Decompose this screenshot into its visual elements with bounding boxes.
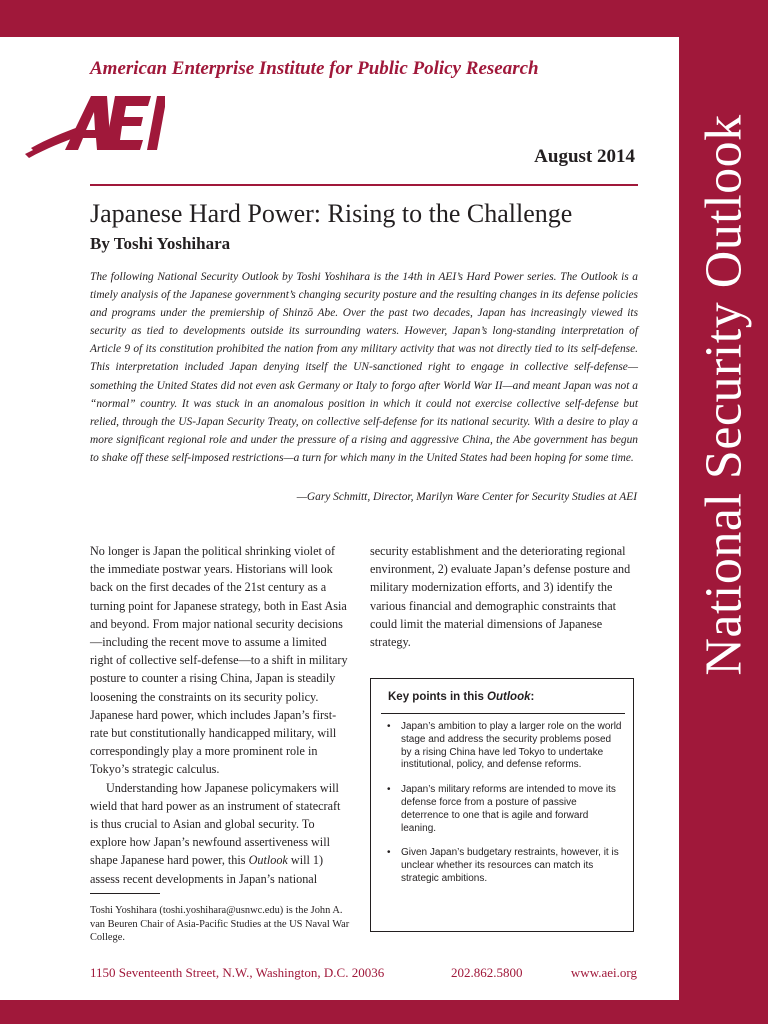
author-byline: By Toshi Yoshihara xyxy=(90,234,231,253)
intro-attribution: —Gary Schmitt, Director, Marilyn Ware Center for Security Studies at AEI xyxy=(296,491,637,503)
body-paragraph: Understanding how Japanese policymakers will wield that hard power as an instrument of statecraft is thus crucial to Asian and global security. To explore how Japan’s newfound assertiveness will shape Japanese hard power, this Outlook will 1) assess recent developments in Japan’s national xyxy=(90,780,341,886)
footer-address: 1150 Seventeenth Street, N.W., Washington, D.C. 20036 xyxy=(90,965,385,980)
publication-date: August 2014 xyxy=(534,146,635,167)
footer-phone: 202.862.5800 xyxy=(451,965,523,980)
footer-website-link[interactable]: www.aei.org xyxy=(570,965,637,980)
article-title: Japanese Hard Power: Rising to the Challenge xyxy=(90,199,573,228)
intro-lead: The following xyxy=(90,271,154,283)
series-title: National Security Outlook xyxy=(695,114,752,676)
key-point-item: • Given Japan’s budgetary restraints, however, it is unclear whether its resources can match its strategic ambitions. xyxy=(387,847,619,884)
body-paragraph: security establishment and the deteriorating regional environment, 2) evaluate Japan’s defense posture and military modernization efforts, and 3) identify the various financial and demographic constraints that could limit the material dimensions of Japanese strategy. xyxy=(370,544,631,650)
header-divider xyxy=(90,184,638,186)
series-title-container xyxy=(679,0,768,1024)
organization-name: American Enterprise Institute for Public Policy Research xyxy=(90,58,539,79)
key-point-item: • Japan’s ambition to play a larger role on the world stage and address the security problems posed by a rising China have led Tokyo to undertake institutional, policy, and defense reforms. xyxy=(387,721,622,771)
key-points-title: Key points in this Outlook: xyxy=(388,691,535,703)
body-column-right xyxy=(370,542,635,651)
top-brand-bar xyxy=(0,0,768,37)
intro-paragraph xyxy=(90,268,638,467)
key-points-divider xyxy=(381,713,625,714)
intro-text: National Security Outlook by Toshi Yoshihara is the 14th in AEI’s Hard Power series. The Outlook is a timely analysis of the Japanese government’s changing security posture and the resulting changes in its defense policies and programs under the premiership of Shinzō Abe. Over the past two decades, Japan has increasingly viewed its security as tied to developments outside its surrounding waters. However, Japan’s long-standing interpretation of Article 9 of its constitution prohibited the nation from any military activity that was not directly tied to its self-defense. This interpretation included Japan denying itself the UN-sanctioned right to engage in collective self-defense—something the United States did not even ask Germany or Italy to forgo after World War II—and meant Japan was not a “normal” country. It was stuck in an anomalous position in which it could not exercise collective self-defense but relied, through the US-Japan Security Treaty, on collective self-defense for its national security. With a desire to play a more significant regional role and under the pressure of a rising and aggressive China, the Abe government has begun to shake off these self-imposed restrictions—a turn for which many in the United States had been hoping for some time. xyxy=(90,271,638,464)
bullet-icon: • xyxy=(387,847,391,859)
key-points-list xyxy=(385,721,623,898)
bullet-icon: • xyxy=(387,721,391,732)
body-paragraph: No longer is Japan the political shrinking violet of the immediate postwar years. Historians will look back on the first decades of the 21st century as a turning point for Japanese strategy, both in East Asia and beyond. From major national security decisions—including the recent move to assume a limited right of collective self-defense—to a shift in military posture to counter a rising China, Japan is steadily loosening the constraints on its security policy. Japanese hard power, which includes Japan’s first-rate but constitutionally handicapped military, will correspondingly play a more prominent role in Tokyo’s strategic calculus. xyxy=(90,544,348,777)
footnote-divider xyxy=(90,893,160,894)
author-footnote: Toshi Yoshihara (toshi.yoshihara@usnwc.edu) is the John A. van Beuren Chair of Asia-Pacific Studies at the US Naval War College. xyxy=(90,905,350,943)
bottom-brand-bar xyxy=(0,1000,679,1024)
aei-logo xyxy=(25,92,165,160)
key-points-box xyxy=(370,678,634,932)
key-point-item: • Japan’s military reforms are intended to move its defense force from a posture of passive deterrence to one that is agile and forward leaning. xyxy=(387,784,616,834)
bullet-icon: • xyxy=(387,784,391,796)
body-column-left xyxy=(90,542,349,888)
